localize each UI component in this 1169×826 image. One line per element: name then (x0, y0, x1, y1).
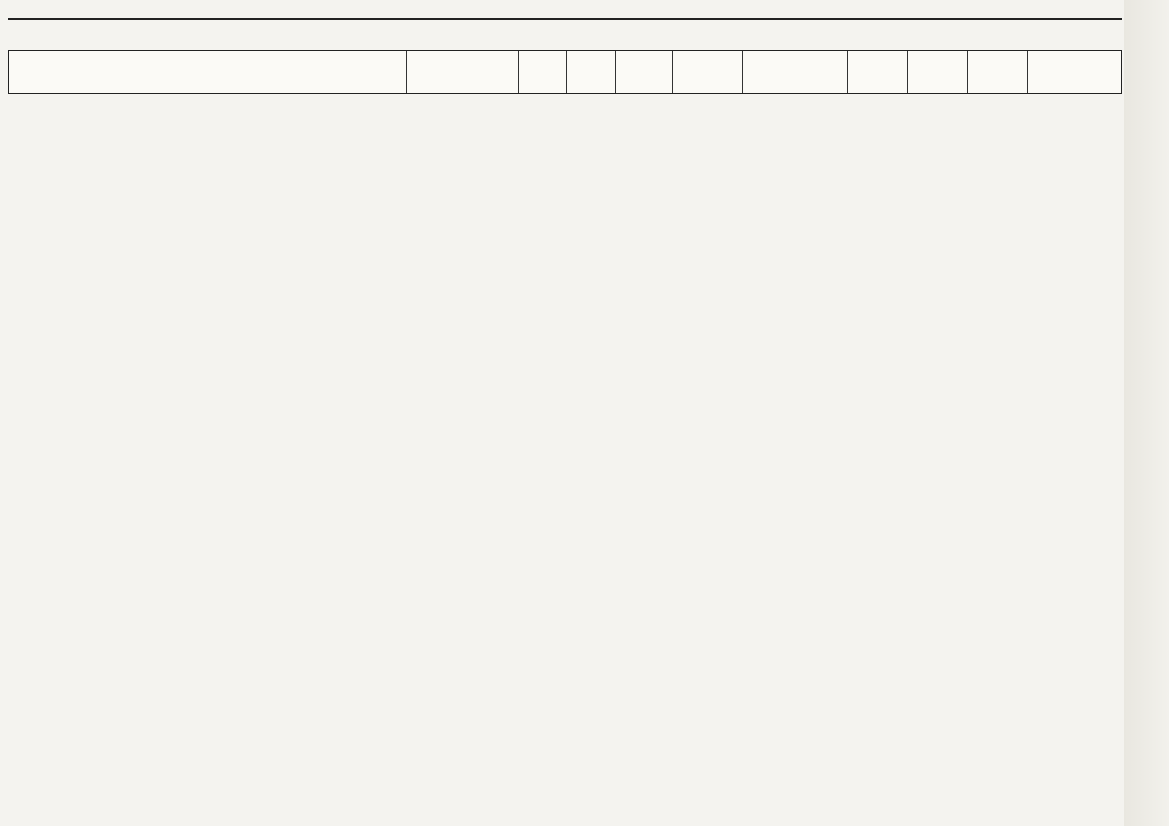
table-header-row (9, 51, 1121, 93)
header-yield-2 (743, 51, 849, 93)
menu-sheet (8, 18, 1122, 818)
header-fat-2 (908, 51, 968, 93)
menu-table-wednesday (8, 50, 1122, 94)
header-kcal-2 (1028, 51, 1121, 93)
header-kcal (673, 51, 743, 93)
header-carbs (616, 51, 673, 93)
header-protein (519, 51, 567, 93)
header-carbs-2 (968, 51, 1028, 93)
menu-table-tuesday-part (8, 18, 1122, 20)
header-protein-2 (848, 51, 908, 93)
page-edge-shadow (1124, 0, 1169, 826)
header-yield (407, 51, 519, 93)
header-fat (567, 51, 616, 93)
table-gap (8, 20, 1122, 50)
day-title (9, 51, 407, 93)
